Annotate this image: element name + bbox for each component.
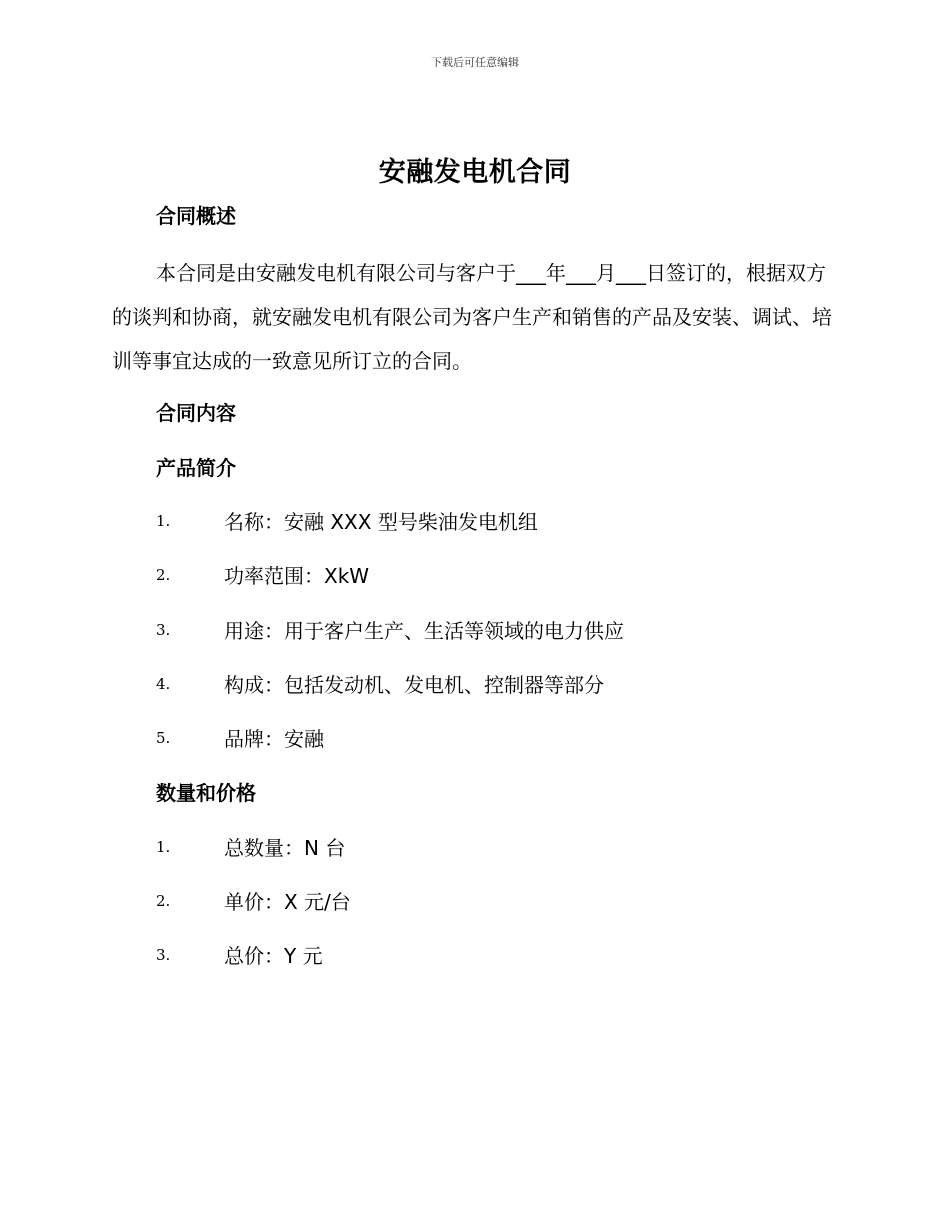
header-note: 下载后可任意编辑 [431,56,519,69]
list-item-number: 3. [156,946,171,964]
list-item [0,506,950,536]
overview-paragraph: 本合同是由安融发电机有限公司与客户于___年___月___日签订的，根据双方的谈判和协商，就安融发电机有限公司为客户生产和销售的产品及安装、调试、培训等事宜达成的一致意见所订立的合同。 [112,261,832,373]
list-item [0,832,950,862]
list-item-number: 1. [156,838,171,856]
list-item-text: 品牌：安融 [224,727,324,751]
list-item [0,886,950,916]
list-item-number: 2. [156,566,171,584]
list-item [0,940,950,970]
list-item-number: 5. [156,729,171,747]
list-item-number: 1. [156,512,171,530]
list-item-text: 名称：安融 XXX 型号柴油发电机组 [224,510,538,534]
list-item [0,615,950,645]
list-item-text: 用途：用于客户生产、生活等领域的电力供应 [224,619,624,643]
list-item-text: 功率范围：XkW [224,564,370,588]
list-item-text: 单价：X 元/台 [224,890,351,914]
overview-heading: 合同概述 [156,204,236,228]
list-item-number: 4. [156,675,171,693]
list-item-number: 2. [156,892,171,910]
product-heading: 产品简介 [156,456,236,480]
list-item [0,560,950,590]
list-item [0,669,950,699]
list-item-text: 总数量：N 台 [224,836,346,860]
price-heading: 数量和价格 [156,781,256,805]
content-heading: 合同内容 [156,401,236,425]
list-item-text: 构成：包括发动机、发电机、控制器等部分 [224,673,604,697]
list-item-text: 总价：Y 元 [224,944,323,968]
list-item [0,723,950,753]
document-title: 安融发电机合同 [378,157,572,188]
list-item-number: 3. [156,621,171,639]
